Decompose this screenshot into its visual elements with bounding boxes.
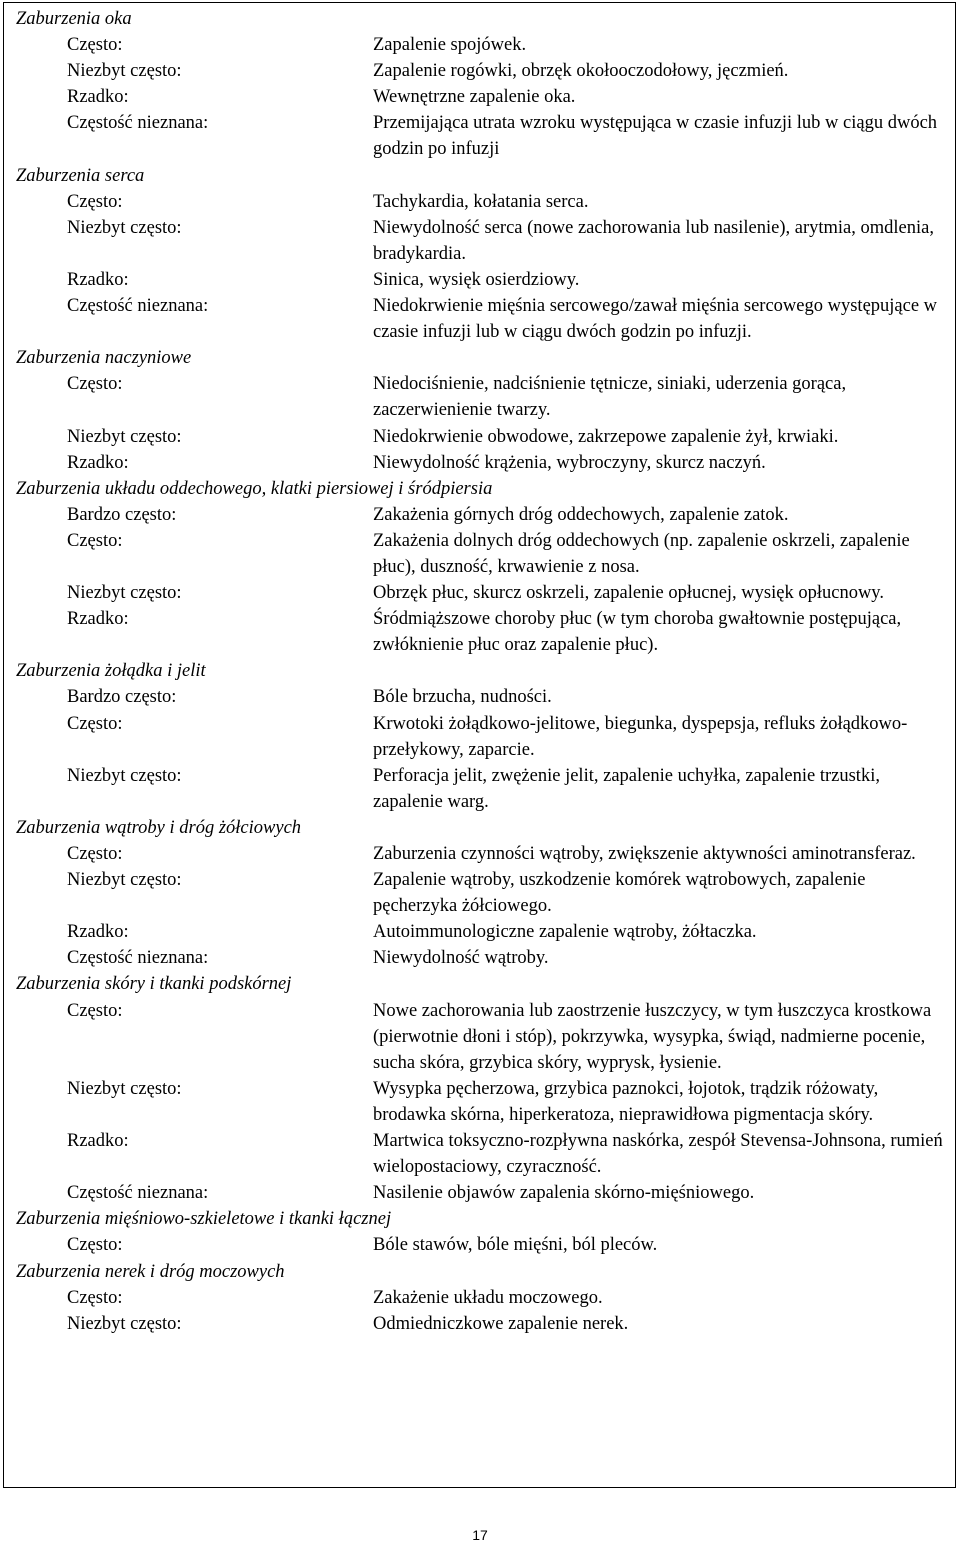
frequency-row <box>16 371 951 423</box>
frequency-row <box>16 84 951 110</box>
adverse-effect-text: Niedokrwienie obwodowe, zakrzepowe zapalenie żył, krwiaki. <box>373 426 839 447</box>
frequency-row <box>16 945 951 971</box>
frequency-label: Niezbyt często: <box>67 1078 182 1099</box>
frequency-row <box>16 267 951 293</box>
adverse-effect-text: Przemijająca utrata wzroku występująca w czasie infuzji lub w ciągu dwóch godzin po infuzji <box>373 113 938 160</box>
organ-class-section <box>16 476 951 659</box>
document-table-frame <box>3 2 956 1488</box>
frequency-label: Rzadko: <box>67 87 129 108</box>
frequency-row <box>16 58 951 84</box>
frequency-label: Niezbyt często: <box>67 583 182 604</box>
section-title: Zaburzenia układu oddechowego, klatki piersiowej i śródpiersia <box>16 478 493 499</box>
frequency-row <box>16 1128 951 1180</box>
frequency-row <box>16 1232 951 1258</box>
adverse-effect-text: Sinica, wysięk osierdziowy. <box>373 269 580 290</box>
frequency-label: Rzadko: <box>67 452 129 473</box>
frequency-row <box>16 998 951 1076</box>
frequency-label: Często: <box>67 191 123 212</box>
adverse-effects-list <box>16 6 951 1337</box>
adverse-effect-text: Zakażenia górnych dróg oddechowych, zapalenie zatok. <box>373 504 789 525</box>
adverse-effect-text: Bóle brzucha, nudności. <box>373 687 552 708</box>
frequency-label: Niezbyt często: <box>67 426 182 447</box>
frequency-label: Niezbyt często: <box>67 870 182 891</box>
adverse-effect-text: Perforacja jelit, zwężenie jelit, zapalenie uchyłka, zapalenie trzustki, zapalenie warg. <box>373 765 880 812</box>
adverse-effect-text: Martwica toksyczno-rozpływna naskórka, zespół Stevensa-Johnsona, rumień wielopostaciowy, czyraczność. <box>373 1131 943 1178</box>
organ-class-section <box>16 658 951 815</box>
adverse-effect-text: Zapalenie wątroby, uszkodzenie komórek wątrobowych, zapalenie pęcherzyka żółciowego. <box>373 870 866 917</box>
frequency-label: Niezbyt często: <box>67 1313 182 1334</box>
adverse-effect-text: Zakażenia dolnych dróg oddechowych (np. zapalenie oskrzeli, zapalenie płuc), duszność, krwawienie z nosa. <box>373 530 910 577</box>
adverse-effect-text: Niedokrwienie mięśnia sercowego/zawał mięśnia sercowego występujące w czasie infuzji lub w ciągu dwóch godzin po infuzji. <box>373 296 938 343</box>
frequency-row <box>16 1180 951 1206</box>
frequency-label: Rzadko: <box>67 922 129 943</box>
frequency-row <box>16 1285 951 1311</box>
frequency-label: Rzadko: <box>67 609 129 630</box>
frequency-label: Częstość nieznana: <box>67 1183 209 1204</box>
adverse-effect-text: Zakażenie układu moczowego. <box>373 1287 603 1308</box>
adverse-effect-text: Niewydolność wątroby. <box>373 948 549 969</box>
frequency-row <box>16 867 951 919</box>
section-title: Zaburzenia naczyniowe <box>16 348 192 369</box>
frequency-label: Często: <box>67 1000 123 1021</box>
organ-class-section <box>16 345 951 475</box>
frequency-label: Często: <box>67 374 123 395</box>
frequency-label: Często: <box>67 530 123 551</box>
adverse-effect-text: Nasilenie objawów zapalenia skórno-mięśniowego. <box>373 1183 755 1204</box>
adverse-effect-text: Zapalenie spojówek. <box>373 35 527 56</box>
section-title: Zaburzenia wątroby i dróg żółciowych <box>16 817 302 838</box>
adverse-effect-text: Bóle stawów, bóle mięśni, ból pleców. <box>373 1235 658 1256</box>
adverse-effect-text: Nowe zachorowania lub zaostrzenie łuszczycy, w tym łuszczyca krostkowa (pierwotnie dłoni i stóp), pokrzywka, wysypka, świąd, nadmierne pocenie, sucha skóra, grzybica skóry, wyprysk, łysienie. <box>373 1000 932 1073</box>
frequency-label: Bardzo często: <box>67 504 177 525</box>
frequency-label: Niezbyt często: <box>67 217 182 238</box>
frequency-row <box>16 606 951 658</box>
adverse-effect-text: Wysypka pęcherzowa, grzybica paznokci, łojotok, trądzik różowaty, brodawka skórna, hiperkeratoza, nieprawidłowa pigmentacja skóry. <box>373 1078 879 1125</box>
frequency-label: Częstość nieznana: <box>67 948 209 969</box>
section-title: Zaburzenia skóry i tkanki podskórnej <box>16 974 292 995</box>
frequency-row <box>16 580 951 606</box>
frequency-label: Niezbyt często: <box>67 61 182 82</box>
frequency-row <box>16 528 951 580</box>
frequency-row <box>16 110 951 162</box>
frequency-row <box>16 841 951 867</box>
organ-class-section <box>16 6 951 163</box>
frequency-row <box>16 711 951 763</box>
organ-class-section <box>16 163 951 346</box>
frequency-label: Rzadko: <box>67 1131 129 1152</box>
organ-class-section <box>16 971 951 1206</box>
frequency-label: Często: <box>67 1235 123 1256</box>
frequency-label: Bardzo często: <box>67 687 177 708</box>
frequency-row <box>16 189 951 215</box>
section-title: Zaburzenia żołądka i jelit <box>16 661 206 682</box>
frequency-row <box>16 293 951 345</box>
frequency-label: Często: <box>67 35 123 56</box>
section-title: Zaburzenia oka <box>16 9 132 29</box>
adverse-effect-text: Tachykardia, kołatania serca. <box>373 191 589 212</box>
frequency-row <box>16 424 951 450</box>
organ-class-section <box>16 1206 951 1258</box>
adverse-effect-text: Odmiedniczkowe zapalenie nerek. <box>373 1313 629 1334</box>
frequency-row <box>16 763 951 815</box>
frequency-label: Częstość nieznana: <box>67 296 209 317</box>
frequency-row <box>16 1076 951 1128</box>
frequency-label: Niezbyt często: <box>67 765 182 786</box>
adverse-effect-text: Wewnętrzne zapalenie oka. <box>373 87 576 108</box>
adverse-effect-text: Krwotoki żołądkowo-jelitowe, biegunka, dyspepsja, refluks żołądkowo-przełykowy, zaparcie. <box>373 713 908 760</box>
adverse-effect-text: Śródmiąższowe choroby płuc (w tym choroba gwałtownie postępująca, zwłóknienie płuc oraz zapalenie płuc). <box>373 609 902 656</box>
adverse-effect-text: Zapalenie rogówki, obrzęk okołooczodołowy, jęczmień. <box>373 61 789 82</box>
organ-class-section <box>16 815 951 972</box>
frequency-row <box>16 450 951 476</box>
frequency-row <box>16 215 951 267</box>
frequency-label: Często: <box>67 1287 123 1308</box>
frequency-label: Częstość nieznana: <box>67 113 209 134</box>
adverse-effect-text: Niewydolność serca (nowe zachorowania lub nasilenie), arytmia, omdlenia, bradykardia. <box>373 217 934 264</box>
organ-class-section <box>16 1259 951 1337</box>
frequency-label: Często: <box>67 844 123 864</box>
adverse-effect-text: Zaburzenia czynności wątroby, zwiększenie aktywności aminotransferaz. <box>373 844 916 864</box>
frequency-label: Rzadko: <box>67 269 129 290</box>
adverse-effect-text: Niewydolność krążenia, wybroczyny, skurcz naczyń. <box>373 452 766 473</box>
frequency-label: Często: <box>67 713 123 734</box>
frequency-row <box>16 32 951 58</box>
page-number: 17 <box>472 1527 488 1543</box>
section-title: Zaburzenia serca <box>16 165 145 186</box>
section-title: Zaburzenia nerek i dróg moczowych <box>16 1261 285 1282</box>
frequency-row <box>16 684 951 710</box>
frequency-row <box>16 1311 951 1337</box>
frequency-row <box>16 502 951 528</box>
section-title: Zaburzenia mięśniowo-szkieletowe i tkanki łącznej <box>16 1209 392 1230</box>
frequency-row <box>16 919 951 945</box>
adverse-effect-text: Niedociśnienie, nadciśnienie tętnicze, siniaki, uderzenia gorąca, zaczerwienienie twarzy. <box>373 374 847 421</box>
adverse-effect-text: Autoimmunologiczne zapalenie wątroby, żółtaczka. <box>373 922 757 943</box>
adverse-effect-text: Obrzęk płuc, skurcz oskrzeli, zapalenie opłucnej, wysięk opłucnowy. <box>373 583 884 604</box>
